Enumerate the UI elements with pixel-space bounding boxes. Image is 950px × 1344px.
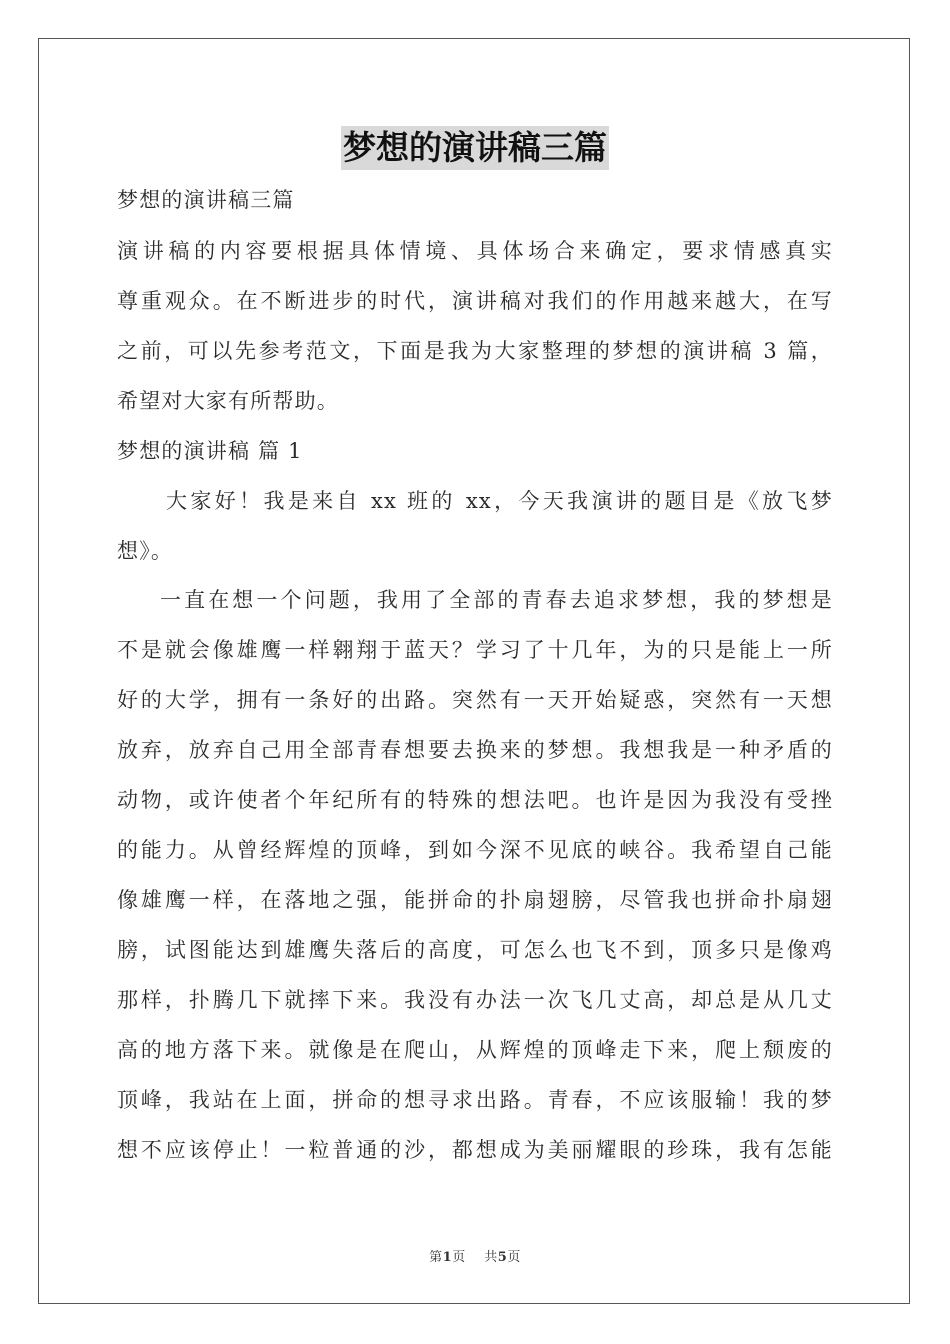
doc-subtitle: 梦想的演讲稿三篇 [117, 188, 295, 212]
paragraph-line: 不是就会像雄鹰一样翱翔于蓝天？学习了十几年，为的只是能上一所 [117, 638, 833, 662]
paragraph-line: 想不应该停止！一粒普通的沙，都想成为美丽耀眼的珍珠，我有怎能 [117, 1138, 833, 1162]
paragraph-line: 的能力。从曾经辉煌的顶峰，到如今深不见底的峡谷。我希望自己能 [117, 838, 833, 862]
paragraph-line: 那样，扑腾几下就摔下来。我没有办法一次飞几丈高，却总是从几丈 [117, 988, 833, 1012]
page-current: 1 [442, 1250, 453, 1265]
paragraph-line: 好的大学，拥有一条好的出路。突然有一天开始疑惑，突然有一天想 [117, 688, 833, 712]
paragraph-line: 放弃，放弃自己用全部青春想要去换来的梦想。我想我是一种矛盾的 [117, 738, 833, 762]
paragraph-line: 像雄鹰一样，在落地之强，能拼命的扑扇翅膀，尽管我也拼命扑扇翅 [117, 888, 833, 912]
paragraph-line: 大家好！我是来自 xx 班的 xx，今天我演讲的题目是《放飞梦 [166, 489, 833, 513]
paragraph-line: 演讲稿的内容要根据具体情境、具体场合来确定，要求情感真实 [117, 239, 833, 263]
paragraph-line: 顶峰，我站在上面，拼命的想寻求出路。青春，不应该服输！我的梦 [117, 1088, 833, 1112]
page-suffix: 页 [452, 1250, 466, 1265]
total-prefix: 共 [484, 1250, 498, 1265]
document-title: 梦想的演讲稿三篇 [341, 126, 609, 170]
paragraph-line: 一直在想一个问题，我用了全部的青春去追求梦想，我的梦想是 [160, 588, 833, 612]
page-footer [0, 1246, 950, 1265]
page-prefix: 第 [429, 1250, 443, 1265]
page-border [38, 38, 910, 1304]
title-container [0, 126, 950, 170]
page-total: 5 [497, 1250, 508, 1265]
paragraph-line: 动物，或许使者个年纪所有的特殊的想法吧。也许是因为我没有受挫 [117, 788, 833, 812]
paragraph-line: 希望对大家有所帮助。 [117, 389, 339, 413]
paragraph-line: 膀，试图能达到雄鹰失落后的高度，可怎么也飞不到，顶多只是像鸡 [117, 938, 833, 962]
paragraph-line: 之前，可以先参考范文，下面是我为大家整理的梦想的演讲稿 3 篇， [117, 339, 833, 363]
paragraph-line: 想》。 [117, 539, 174, 563]
paragraph-line: 高的地方落下来。就像是在爬山，从辉煌的顶峰走下来，爬上颓废的 [117, 1038, 833, 1062]
total-suffix: 页 [507, 1250, 521, 1265]
paragraph-line: 尊重观众。在不断进步的时代，演讲稿对我们的作用越来越大，在写 [117, 289, 833, 313]
section-heading: 梦想的演讲稿 篇 1 [117, 439, 303, 463]
